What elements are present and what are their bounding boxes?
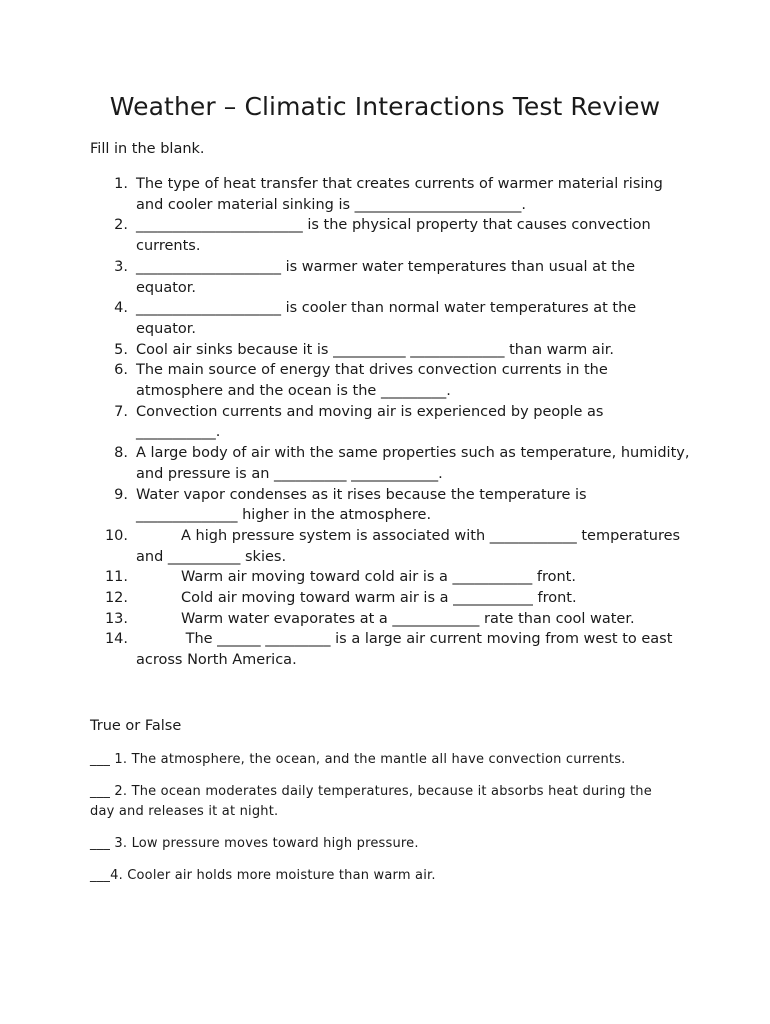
question-text: Convection currents and moving air is experienced by people as ___________. bbox=[136, 403, 604, 441]
question-number: 8. bbox=[114, 445, 128, 462]
page-title: Weather – Climatic Interactions Test Review bbox=[109, 92, 661, 121]
question-text bbox=[136, 526, 690, 567]
fill-in-blank-heading: Fill in the blank. bbox=[90, 141, 205, 157]
question-number: 5. bbox=[114, 341, 128, 358]
tf-question-1: ___ 1. The atmosphere, the ocean, and the mantle all have convection currents. bbox=[90, 752, 626, 767]
question-text: A large body of air with the same properties such as temperature, humidity, and pressure is an __________ ____________. bbox=[136, 445, 690, 482]
tf-question-3: ___ 3. Low pressure moves toward high pressure. bbox=[90, 836, 419, 851]
fill-question-2 bbox=[90, 215, 690, 256]
question-number: 9. bbox=[114, 486, 128, 503]
question-number: 4. bbox=[114, 300, 128, 317]
question-number: 13. bbox=[104, 610, 128, 627]
fill-question-8 bbox=[90, 443, 690, 484]
question-text-body: Warm water evaporates at a ____________ rate than cool water. bbox=[181, 610, 635, 627]
question-number: 7. bbox=[114, 403, 128, 420]
question-text: ____________________ is cooler than normal water temperatures at the equator. bbox=[136, 300, 637, 337]
question-text: Water vapor condenses as it rises because the temperature is ______________ higher in the atmosphere. bbox=[136, 486, 587, 524]
question-number: 10. bbox=[104, 527, 128, 544]
question-number: 1. bbox=[114, 176, 128, 192]
fill-question-10 bbox=[90, 526, 690, 567]
question-text: ____________________ is warmer water temperatures than usual at the equator. bbox=[136, 258, 636, 296]
fill-question-7 bbox=[90, 402, 690, 443]
true-false-list bbox=[90, 750, 670, 898]
fill-in-blank-list bbox=[90, 174, 690, 671]
question-text bbox=[136, 609, 690, 630]
question-text-body: Warm air moving toward cold air is a ___________ front. bbox=[181, 569, 576, 586]
question-number: 3. bbox=[114, 258, 128, 275]
question-text bbox=[136, 567, 690, 588]
fill-question-6 bbox=[90, 360, 690, 401]
question-text bbox=[136, 588, 690, 609]
fill-question-4 bbox=[90, 298, 690, 339]
tf-question-4: ___4. Cooler air holds more moisture than warm air. bbox=[90, 868, 436, 883]
question-text: The type of heat transfer that creates currents of warmer material rising and cooler material sinking is _______________________. bbox=[136, 176, 663, 213]
question-text: The main source of energy that drives convection currents in the atmosphere and the ocean is the _________. bbox=[136, 362, 608, 400]
fill-question-5 bbox=[90, 340, 690, 361]
question-number: 6. bbox=[114, 362, 128, 379]
fill-question-12 bbox=[90, 588, 690, 609]
question-text: Cool air sinks because it is __________ _____________ than warm air. bbox=[136, 341, 614, 358]
question-text-body: A high pressure system is associated with ____________ temperatures and __________ skies. bbox=[136, 527, 681, 565]
fill-question-1 bbox=[90, 174, 690, 215]
true-false-heading: True or False bbox=[90, 718, 182, 734]
question-number: 2. bbox=[114, 217, 128, 234]
question-text: _______________________ is the physical property that causes convection currents. bbox=[136, 217, 651, 255]
question-number: 12. bbox=[104, 590, 128, 607]
question-number: 11. bbox=[104, 569, 128, 586]
fill-question-11 bbox=[90, 567, 690, 588]
fill-question-9 bbox=[90, 485, 690, 526]
question-text-body: The ______ _________ is a large air current moving from west to east across North America. bbox=[136, 631, 673, 669]
question-text-body: Cold air moving toward warm air is a ___________ front. bbox=[181, 590, 577, 607]
fill-question-14 bbox=[90, 629, 690, 670]
tf-question-2: ___ 2. The ocean moderates daily temperatures, because it absorbs heat during the day and releases it at night. bbox=[90, 784, 652, 819]
question-text bbox=[136, 629, 690, 670]
fill-question-3 bbox=[90, 257, 690, 298]
question-number: 14. bbox=[104, 631, 128, 648]
fill-question-13 bbox=[90, 609, 690, 630]
